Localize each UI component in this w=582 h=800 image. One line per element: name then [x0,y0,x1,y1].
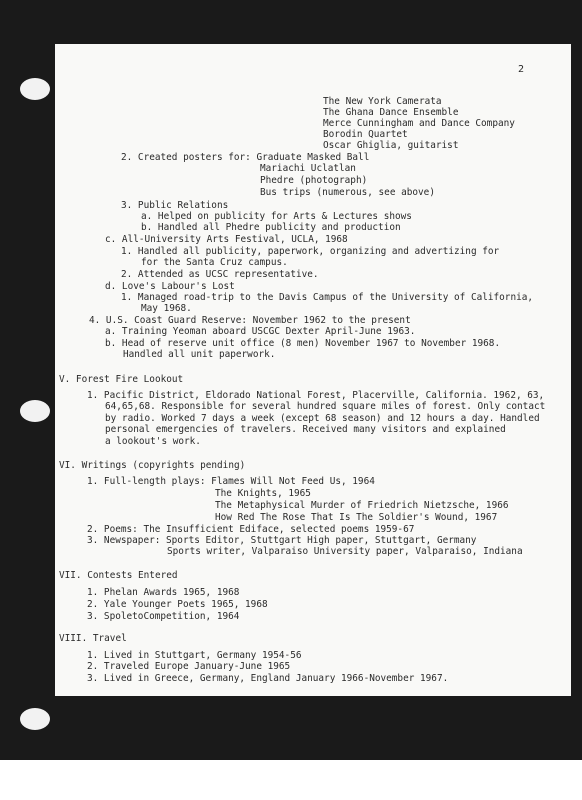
text-line: c. All-University Arts Festival, UCLA, 1968 [105,234,348,245]
text-line: Bus trips (numerous, see above) [260,187,435,198]
text-line: by radio. Worked 7 days a week (except 68 season) and 12 hours a day. Handled [105,413,540,424]
text-line: Oscar Ghiglia, guitarist [323,140,459,151]
text-line: 1. Handled all publicity, paperwork, organizing and advertizing for [121,246,500,257]
text-line: for the Santa Cruz campus. [141,257,288,268]
text-line: May 1968. [141,303,192,314]
text-line: 2. Created posters for: Graduate Masked Ball [121,152,370,163]
text-line: VI. Writings (copyrights pending) [59,460,246,471]
text-line: 2. Attended as UCSC representative. [121,269,319,280]
text-line: Mariachi Uclatlan [260,163,356,174]
binder-hole-middle [20,400,50,422]
text-line: V. Forest Fire Lookout [59,374,184,385]
text-line: b. Handled all Phedre publicity and production [141,222,401,233]
text-line: 64,65,68. Responsible for several hundred square miles of forest. Only contact [105,401,546,412]
text-line: The Ghana Dance Ensemble [323,107,459,118]
text-line: 3. Newspaper: Sports Editor, Stuttgart High paper, Stuttgart, Germany [87,535,477,546]
text-line: 3. Public Relations [121,200,229,211]
page-number: 2 [518,64,525,75]
text-line: 4. U.S. Coast Guard Reserve: November 1962 to the present [89,315,411,326]
text-line: a lookout's work. [105,436,201,447]
binder-hole-top [20,78,50,100]
text-line: Phedre (photograph) [260,175,368,186]
text-line: personal emergencies of travelers. Received many visitors and explained [105,424,506,435]
scan-margin [0,760,582,800]
text-line: 1. Phelan Awards 1965, 1968 [87,587,240,598]
text-line: 3. SpoletoCompetition, 1964 [87,611,240,622]
binder-hole-bottom [20,708,50,730]
text-line: The Metaphysical Murder of Friedrich Nietzsche, 1966 [215,500,509,511]
text-line: 2. Poems: The Insufficient Ediface, selected poems 1959-67 [87,524,415,535]
text-line: Sports writer, Valparaiso University paper, Valparaiso, Indiana [167,546,523,557]
text-line: a. Helped on publicity for Arts & Lectures shows [141,211,412,222]
text-line: How Red The Rose That Is The Soldier's Wound, 1967 [215,512,498,523]
text-line: 3. Lived in Greece, Germany, England January 1966-November 1967. [87,673,449,684]
text-line: The New York Camerata [323,96,442,107]
text-line: The Knights, 1965 [215,488,311,499]
text-line: VIII. Travel [59,633,127,644]
text-line: Merce Cunningham and Dance Company [323,118,515,129]
text-line: 1. Lived in Stuttgart, Germany 1954-56 [87,650,302,661]
text-line: Handled all unit paperwork. [123,349,276,360]
text-line: 1. Pacific District, Eldorado National Forest, Placerville, California. 1962, 63, [87,390,545,401]
document-page [55,44,571,696]
text-line: b. Head of reserve unit office (8 men) November 1967 to November 1968. [105,338,501,349]
text-line: d. Love's Labour's Lost [105,281,235,292]
text-line: 2. Yale Younger Poets 1965, 1968 [87,599,268,610]
text-line: VII. Contests Entered [59,570,178,581]
text-line: 2. Traveled Europe January-June 1965 [87,661,291,672]
text-line: 1. Full-length plays: Flames Will Not Feed Us, 1964 [87,476,375,487]
text-line: 1. Managed road-trip to the Davis Campus of the University of California, [121,292,534,303]
text-line: a. Training Yeoman aboard USCGC Dexter April-June 1963. [105,326,416,337]
text-line: Borodin Quartet [323,129,408,140]
